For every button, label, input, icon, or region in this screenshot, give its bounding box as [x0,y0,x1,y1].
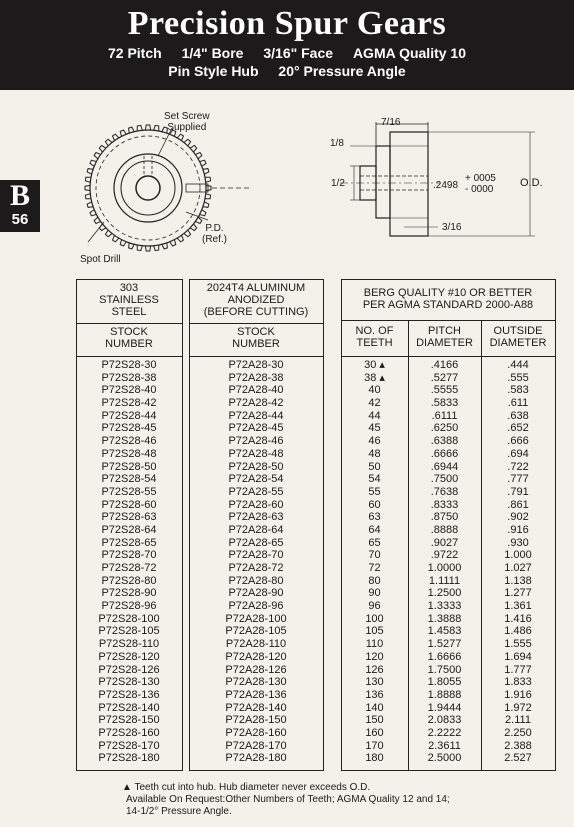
pitch-cell: .4166 [430,359,459,371]
teeth-cell: 63 [368,511,381,524]
pitch-cell: .7500 [430,473,459,486]
teeth-cell: 160 [365,726,384,739]
stainless-cell: P72S28-50 [101,460,157,473]
pitch-h1: PITCH [428,325,461,337]
spec-pressure-angle: 20° Pressure Angle [278,63,406,79]
od-cell: .611 [507,397,529,410]
teeth-cell: 40 [368,384,381,397]
pitch-cell: .6944 [430,460,459,473]
stainless-cell: P72S28-42 [101,397,157,410]
od-cell: 1.416 [504,612,532,625]
aluminum-cell: P72A28-42 [228,397,284,410]
pitch-cell: 1.3888 [427,612,462,625]
teeth-cell: 140 [365,701,384,714]
od-cell: .444 [507,359,529,371]
stainless-cell: P72S28-30 [101,359,157,371]
pitch-cell: 1.8055 [427,676,462,689]
pitch-cell: 1.3333 [427,600,462,613]
aluminum-cell: P72A28-90 [228,587,284,600]
aluminum-cell: P72A28-160 [225,726,287,739]
pitch-cell: 1.8888 [427,688,462,701]
tol-plus: + 0005 [465,173,496,184]
aluminum-cell: P72A28-45 [228,422,284,435]
od-h1: OUTSIDE [493,325,543,337]
stainless-cell: P72S28-44 [101,409,157,422]
aluminum-stock-h1: STOCK [237,326,275,338]
od-cell: 1.486 [504,625,532,638]
teeth-cell: 54 [368,473,381,486]
od-cell: .583 [507,384,529,397]
teeth-h2: TEETH [356,337,393,349]
stainless-cell: P72S28-72 [101,562,157,574]
stainless-cell: P72S28-150 [98,714,160,727]
stainless-cell: P72S28-96 [101,600,157,613]
teeth-cell: 110 [365,638,384,651]
od-cell: 1.027 [504,562,532,574]
aluminum-cell: P72A28-80 [228,574,284,587]
teeth-cell: 45 [368,422,381,435]
od-cell: 2.111 [505,714,531,727]
teeth-cell: 170 [365,739,384,752]
stainless-cell: P72S28-180 [98,752,160,765]
stainless-cell: P72S28-40 [101,384,157,397]
od-cell: .777 [507,473,529,486]
pitch-cell: .9722 [430,549,459,562]
od-cell: .902 [507,511,529,524]
stainless-stock-h2: NUMBER [105,338,153,350]
pitch-cell: .6111 [431,409,458,422]
aluminum-cell: P72A28-150 [225,714,287,727]
set-screw-text: Set Screw [164,111,210,122]
aluminum-cell: P72A28-130 [225,676,287,689]
stainless-cell: P72S28-65 [101,536,157,549]
aluminum-cell: P72A28-120 [225,650,287,663]
footnote-line-3: 14-1/2° Pressure Angle. [126,806,232,817]
teeth-cell: 126 [365,663,384,676]
bore-dim: .2498 [433,180,459,191]
od-cell: 1.916 [504,688,532,701]
pitch-cell: .6250 [430,422,459,435]
spec-line-2 [0,62,574,80]
spec-agma: AGMA Quality 10 [352,45,466,61]
pitch-cell: .7638 [430,485,459,498]
pitch-cell: 1.5277 [427,638,462,651]
page-number: 56 [11,211,29,228]
pitch-cell: .5555 [430,384,459,397]
stainless-cell: P72S28-170 [98,739,160,752]
pitch-cell: .5833 [430,397,459,410]
od-cell: .861 [507,498,529,511]
berg-header [341,287,555,311]
stainless-cell: P72S28-126 [98,663,160,676]
aluminum-cell: P72A28-126 [225,663,287,676]
stainless-cell: P72S28-105 [98,625,160,638]
stainless-cell: P72S28-63 [101,511,157,524]
pd-text: P.D. [205,223,224,234]
pitch-cell: 2.5000 [427,752,462,765]
aluminum-cell: P72A28-136 [225,688,287,701]
teeth-cell: 46 [368,435,381,448]
pitch-cell: .8333 [430,498,459,511]
aluminum-cell: P72A28-140 [225,701,287,714]
teeth-cell: 44 [368,409,381,422]
od-cell: .930 [507,536,529,549]
pitch-cell: 1.9444 [427,701,462,714]
aluminum-cell: P72A28-105 [225,625,287,638]
od-cell: 1.694 [504,650,532,663]
aluminum-cell: P72A28-50 [228,460,284,473]
dim-3-16: 3/16 [442,222,462,233]
footnote [122,782,450,818]
pitch-cell: 2.3611 [428,739,461,752]
tol-minus: - 0000 [465,184,494,195]
teeth-cell: 64 [368,523,381,536]
pitch-cell: .6666 [430,447,459,460]
od-cell: .916 [507,523,529,536]
teeth-cell: 105 [365,625,384,638]
teeth-cell: 50 [368,460,381,473]
aluminum-cell: P72A28-65 [228,536,284,549]
stainless-header [76,282,182,318]
stainless-cell: P72S28-64 [101,523,157,536]
aluminum-column [189,360,323,766]
stainless-cell: P72S28-60 [101,498,157,511]
od-cell: 1.555 [504,638,532,651]
pitch-cell: .8888 [430,523,459,536]
pitch-cell: 1.0000 [427,562,462,574]
footnote-line-2: Available On Request:Other Numbers of Teeth; AGMA Quality 12 and 14; [126,794,450,805]
spec-line-1 [0,44,574,62]
stainless-column [76,360,182,766]
od-cell: .666 [507,435,529,448]
aluminum-cell: P72A28-40 [228,384,284,397]
aluminum-cell: P72A28-72 [228,562,284,574]
ref-text: (Ref.) [202,234,227,245]
teeth-column [341,360,408,766]
aluminum-cell: P72A28-110 [225,638,287,651]
stainless-cell: P72S28-130 [98,676,160,689]
pitch-cell: .5277 [430,371,459,384]
section-letter: B [9,179,30,212]
teeth-cell: 65 [368,536,381,549]
pitch-cell: .6388 [430,435,459,448]
berg-h2: PER AGMA STANDARD 2000-A88 [362,299,534,311]
aluminum-header [189,282,323,318]
od-cell: 2.527 [504,752,532,765]
teeth-header [341,325,408,349]
teeth-cell: 96 [368,600,381,613]
aluminum-cell: P72A28-180 [225,752,287,765]
footnote-line-1: ▲ Teeth cut into hub. Hub diameter never exceeds O.D. [122,782,371,793]
aluminum-cell: P72A28-64 [228,523,284,536]
berg-h1: BERG QUALITY #10 OR BETTER [363,287,533,299]
set-screw-label [164,111,210,133]
aluminum-cell: P72A28-63 [228,511,284,524]
od-cell: 1.833 [504,676,532,689]
aluminum-cell: P72A28-30 [228,359,284,371]
page-title: Precision Spur Gears [127,5,447,42]
pitch-header [408,325,481,349]
aluminum-h1: 2024T4 ALUMINUM [206,282,306,294]
stainless-cell: P72S28-100 [98,612,160,625]
stainless-cell: P72S28-80 [101,574,157,587]
od-cell: .638 [507,409,529,422]
aluminum-cell: P72A28-54 [228,473,284,486]
teeth-cell: 130 [365,676,384,689]
page-header [0,0,574,90]
stainless-cell: P72S28-90 [101,587,157,600]
od-cell: .791 [507,485,529,498]
pitch-cell: 1.1111 [428,574,461,587]
od-h2: DIAMETER [489,337,547,349]
pitch-cell: 2.2222 [427,726,462,739]
od-header [481,325,555,349]
teeth-cell: 30 ▴ [364,359,385,371]
stainless-h1: 303 [119,282,139,294]
aluminum-stock-header [189,326,323,350]
aluminum-cell: P72A28-96 [228,600,284,613]
teeth-h1: NO. OF [355,325,394,337]
spot-drill-label: Spot Drill [80,254,121,265]
pitch-cell: 1.4583 [427,625,462,638]
teeth-cell: 180 [365,752,384,765]
teeth-cell: 70 [368,549,381,562]
supplied-text: Supplied [167,122,207,133]
od-cell: .722 [507,460,529,473]
od-cell: 1.138 [504,574,532,587]
aluminum-cell: P72A28-55 [228,485,284,498]
aluminum-stock-h2: NUMBER [232,338,280,350]
aluminum-cell: P72A28-46 [228,435,284,448]
od-cell: 1.361 [504,600,532,613]
stainless-cell: P72S28-160 [98,726,160,739]
aluminum-cell: P72A28-48 [228,447,284,460]
od-cell: 1.277 [504,587,532,600]
pitch-cell: .8750 [430,511,459,524]
pd-ref-label [202,223,227,245]
aluminum-h2: ANODIZED [227,294,285,306]
od-label: O.D. [520,177,543,189]
aluminum-cell: P72A28-100 [225,612,287,625]
teeth-cell: 90 [368,587,381,600]
pitch-h2: DIAMETER [416,337,473,349]
stainless-cell: P72S28-70 [101,549,157,562]
stainless-cell: P72S28-38 [101,371,157,384]
od-cell: 1.972 [504,701,532,714]
stainless-cell: P72S28-120 [98,650,160,663]
od-cell: .555 [507,371,529,384]
pitch-cell: 1.6666 [427,650,462,663]
stainless-stock-header [76,326,182,350]
stainless-cell: P72S28-48 [101,447,157,460]
stainless-cell: P72S28-54 [101,473,157,486]
dim-7-16: 7/16 [381,117,401,128]
od-cell: 1.777 [504,663,532,676]
stainless-stock-h1: STOCK [110,326,148,338]
teeth-cell: 136 [365,688,384,701]
teeth-cell: 42 [368,397,381,410]
teeth-cell: 38 ▴ [364,371,385,384]
od-column [481,360,555,766]
dim-1-2: 1/2 [331,178,345,189]
spec-hub: Pin Style Hub [168,63,259,79]
teeth-cell: 48 [368,447,381,460]
stainless-h2: STAINLESS [99,294,159,306]
pitch-column [408,360,481,766]
aluminum-cell: P72A28-44 [228,409,284,422]
aluminum-cell: P72A28-170 [225,739,287,752]
section-tab [0,180,40,232]
pitch-cell: 1.2500 [427,587,462,600]
teeth-cell: 72 [368,562,381,574]
od-cell: 1.000 [504,549,532,562]
teeth-cell: 120 [365,650,384,663]
teeth-cell: 55 [368,485,381,498]
od-cell: 2.388 [504,739,532,752]
stainless-cell: P72S28-45 [101,422,157,435]
spec-face: 3/16" Face [263,45,334,61]
teeth-cell: 150 [365,714,384,727]
spec-pitch: 72 Pitch [107,45,162,61]
teeth-cell: 100 [365,612,384,625]
bore-tolerance [465,173,496,195]
pitch-cell: 1.7500 [427,663,462,676]
stainless-cell: P72S28-46 [101,435,157,448]
stainless-cell: P72S28-136 [98,688,160,701]
pitch-cell: 2.0833 [427,714,462,727]
stainless-cell: P72S28-140 [98,701,160,714]
aluminum-h3: (BEFORE CUTTING) [203,306,309,318]
spec-bore: 1/4" Bore [181,45,244,61]
dim-1-8: 1/8 [330,138,344,149]
od-cell: 2.250 [504,726,532,739]
stainless-cell: P72S28-110 [98,638,160,651]
teeth-cell: 60 [368,498,381,511]
aluminum-cell: P72A28-60 [228,498,284,511]
aluminum-cell: P72A28-38 [228,371,284,384]
od-cell: .652 [507,422,529,435]
aluminum-cell: P72A28-70 [228,549,284,562]
teeth-cell: 80 [368,574,381,587]
pitch-cell: .9027 [430,536,459,549]
stainless-h3: STEEL [111,306,147,318]
od-cell: .694 [507,447,529,460]
stainless-cell: P72S28-55 [101,485,157,498]
